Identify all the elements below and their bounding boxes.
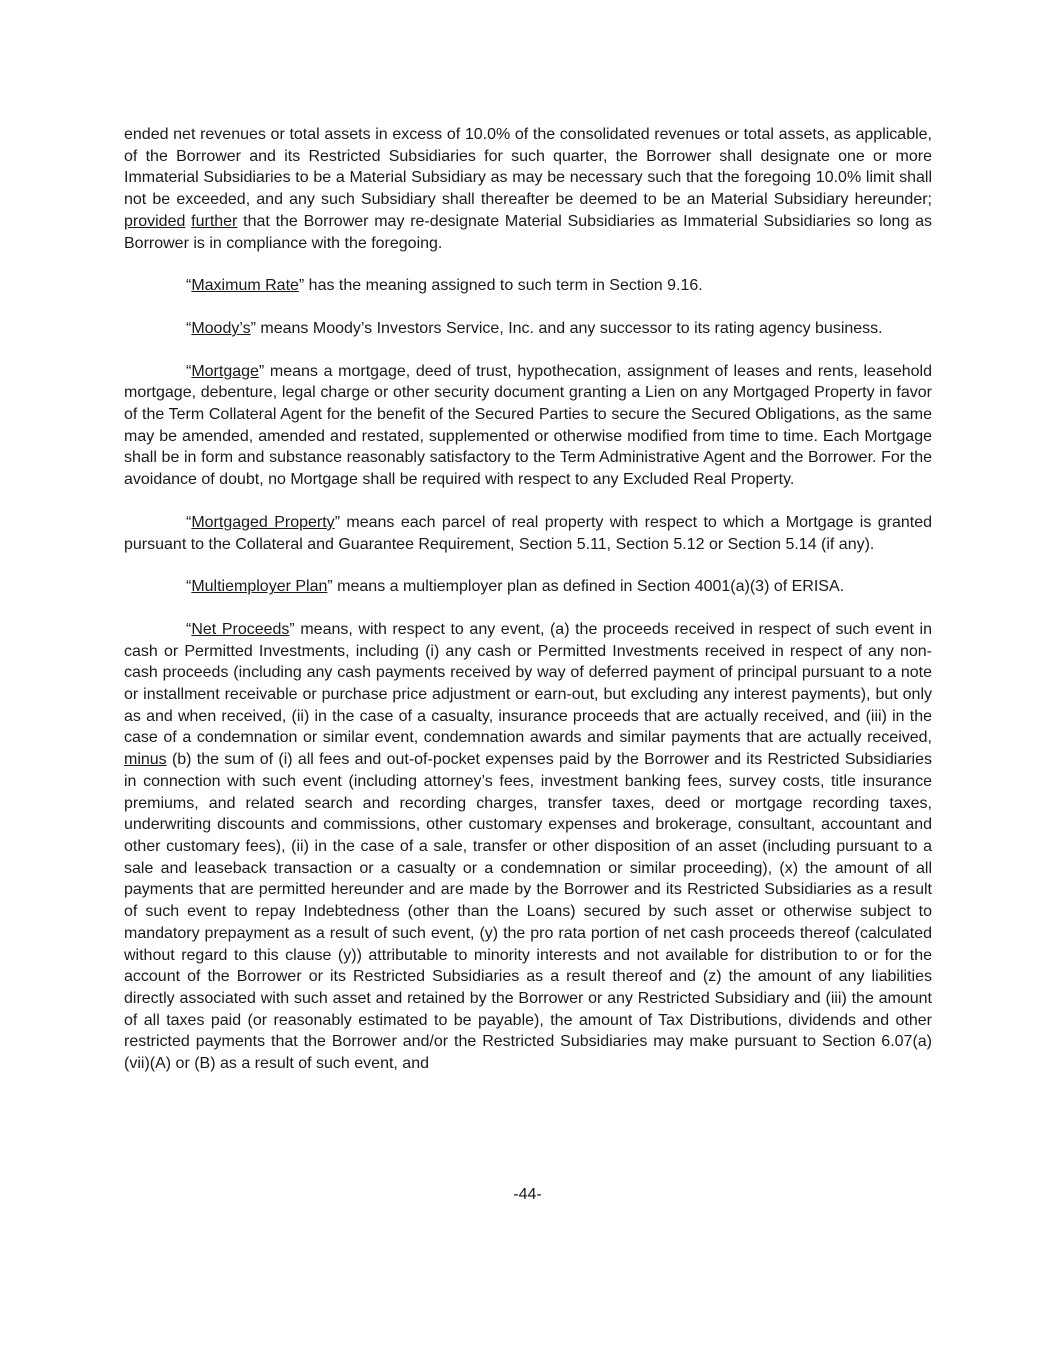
definition-body: ” means a multiemployer plan as defined in Section 4001(a)(3) of ERISA. xyxy=(327,578,845,596)
open-quote: “ xyxy=(186,362,192,380)
page-number: -44- xyxy=(513,1186,542,1203)
defined-term: Multiemployer Plan xyxy=(191,578,328,596)
defined-term: Net Proceeds xyxy=(191,620,290,638)
defined-term: Mortgage xyxy=(191,362,259,380)
definition-body: ” means a mortgage, deed of trust, hypothecation, assignment of leases and rents, leasehold mortgage, debenture, legal charge or other security document granting a Lien on any Mortgaged Property in favor of the Term Collateral Agent for the benefit of the Secured Parties to secure the Secured Obligations, as the same may be amended, amended and restated, supplemented or otherwise modified from time to time. Each Mortgage shall be in form and substance reasonably satisfactory to the Term Administrative Agent and the Borrower. For the avoidance of doubt, no Mortgage shall be required with respect to any Excluded Real Property. xyxy=(124,362,932,489)
open-quote: “ xyxy=(186,277,192,295)
definition-body: ” means each parcel of real property with respect to which a Mortgage is granted pursuant to the Collateral and Guarantee Requirement, Section 5.11, Section 5.12 or Section 5.14 (if any). xyxy=(124,513,933,553)
further-term: further xyxy=(191,212,238,230)
definition-mortgage xyxy=(124,361,932,491)
continuation-text: ended net revenues or total assets in excess of 10.0% of the consolidated revenues or total assets, as applicable, of the Borrower and its Restricted Subsidiaries for such quarter, the Borrower shall designate one or more Immaterial Subsidiaries to be a Material Subsidiary as may be necessary such that the foregoing 10.0% limit shall not be exceeded, and any such Subsidiary shall thereafter be deemed to be an Material Subsidiary hereunder; xyxy=(124,126,932,209)
definition-body: ” means, with respect to any event, (a) the proceeds received in respect of such event in cash or Permitted Investments, including (i) any cash or Permitted Investments received in respect of any non-cash proceeds (including any cash payments received by way of deferred payment of principal pursuant to a note or installment receivable or purchase price adjustment or earn-out, but excluding any interest payments), but only as and when received, (ii) in the case of a casualty, insurance proceeds that are actually received, and (iii) in the case of a condemnation or similar event, condemnation awards and similar payments that are actually received, xyxy=(124,620,933,747)
minus-term: minus xyxy=(124,751,167,769)
definition-moodys xyxy=(124,318,932,340)
continuation-paragraph xyxy=(124,124,932,254)
definition-body: ” has the meaning assigned to such term in Section 9.16. xyxy=(298,277,703,295)
document-page xyxy=(124,124,932,1075)
open-quote: “ xyxy=(186,319,192,337)
definition-mortgaged-property xyxy=(124,512,932,555)
provided-term: provided xyxy=(124,212,186,230)
definition-multiemployer-plan xyxy=(124,576,932,598)
defined-term: Maximum Rate xyxy=(191,277,299,295)
definition-net-proceeds xyxy=(124,619,932,1075)
definition-body-continued: (b) the sum of (i) all fees and out-of-pocket expenses paid by the Borrower and its Restricted Subsidiaries in connection with such event (including attorney’s fees, investment banking fees, survey costs, title insurance premiums, and related search and recording charges, transfer taxes, deed or mortgage recording taxes, underwriting discounts and commissions, other customary expenses and brokerage, consultant, accountant and other customary fees), (ii) in the case of a sale, transfer or other disposition of an asset (including pursuant to a sale and leaseback transaction or a casualty or a condemnation or similar proceeding), (x) the amount of all payments that are permitted hereunder and are made by the Borrower and its Restricted Subsidiaries as a result of such event to repay Indebtedness (other than the Loans) secured by such asset or otherwise subject to mandatory prepayment as a result of such event, (y) the pro rata portion of net cash proceeds thereof (calculated without regard to this clause (y)) attributable to minority interests and not available for distribution to or for the account of the Borrower or its Restricted Subsidiaries as a result thereof and (z) the amount of any liabilities directly associated with such asset and retained by the Borrower or any Restricted Subsidiary and (iii) the amount of all taxes paid (or reasonably estimated to be payable), the amount of Tax Distributions, dividends and other restricted payments that the Borrower and/or the Restricted Subsidiaries may make pursuant to Section 6.07(a)(vii)(A) or (B) as a result of such event, and xyxy=(124,751,932,1073)
open-quote: “ xyxy=(186,513,192,531)
definition-body: ” means Moody’s Investors Service, Inc. and any successor to its rating agency business. xyxy=(250,319,883,337)
definition-maximum-rate xyxy=(124,275,932,297)
defined-term: Mortgaged Property xyxy=(191,513,335,531)
continuation-text-end: that the Borrower may re-designate Material Subsidiaries as Immaterial Subsidiaries so long as Borrower is in compliance with the foregoing. xyxy=(124,212,933,252)
open-quote: “ xyxy=(186,578,192,596)
defined-term: Moody’s xyxy=(191,319,251,337)
open-quote: “ xyxy=(186,620,192,638)
